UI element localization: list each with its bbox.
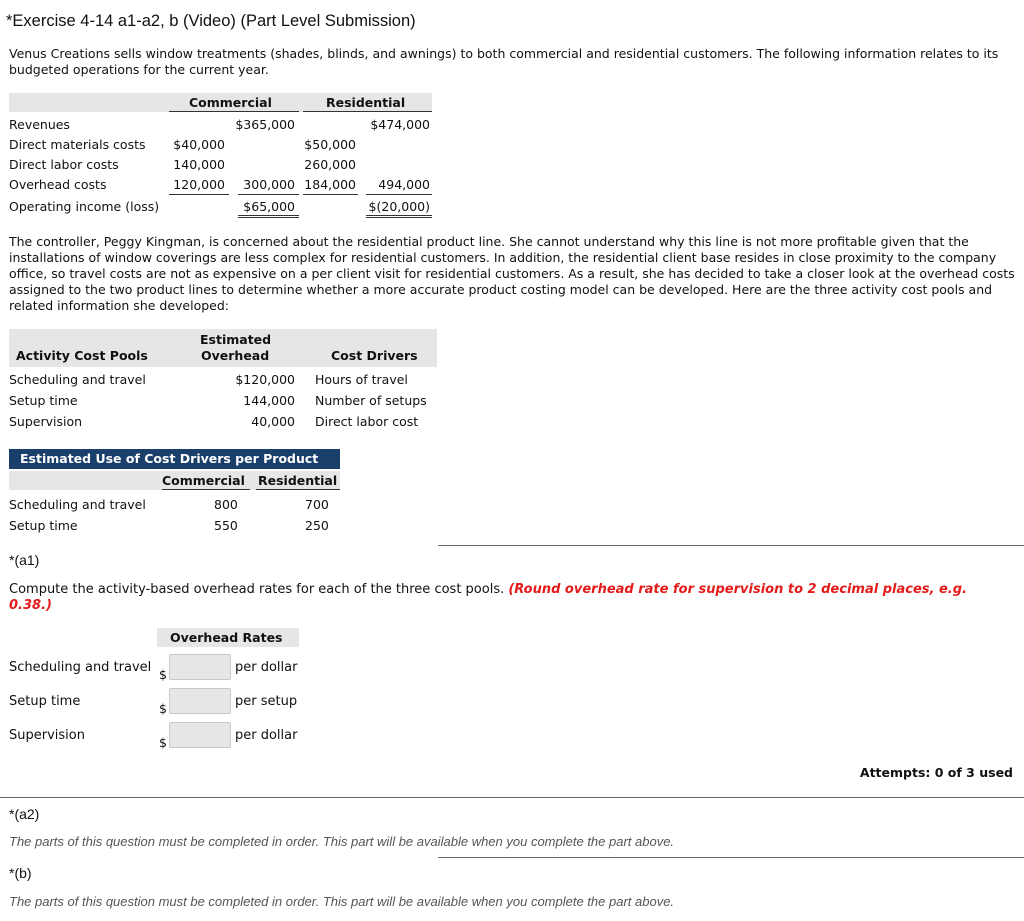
rate-currency-supervision: $ bbox=[159, 735, 167, 750]
usage-row-scheduling: Scheduling and travel bbox=[9, 497, 146, 512]
usage-row-setup: Setup time bbox=[9, 518, 78, 533]
direct-materials-residential: $50,000 bbox=[304, 137, 356, 152]
revenues-residential: $474,000 bbox=[370, 117, 430, 132]
section-divider-b bbox=[438, 857, 1024, 858]
subtotal-line-r-total bbox=[366, 194, 432, 195]
pool-supervision-overhead: 40,000 bbox=[251, 414, 295, 429]
subtotal-line-c-total bbox=[238, 194, 299, 195]
usage-table-title: Estimated Use of Cost Drivers per Product bbox=[9, 449, 340, 469]
usage-scheduling-residential: 700 bbox=[305, 497, 329, 512]
double-line-r-2 bbox=[366, 217, 432, 218]
part-b-message: The parts of this question must be completed in order. This part will be available when you complete the part above. bbox=[9, 894, 675, 909]
part-a2-message: The parts of this question must be completed in order. This part will be available when you complete the part above. bbox=[9, 834, 675, 849]
double-line-r-1 bbox=[366, 215, 432, 216]
double-line-c-1 bbox=[238, 215, 299, 216]
overhead-commercial-detail: 120,000 bbox=[173, 177, 225, 192]
rate-currency-setup: $ bbox=[159, 701, 167, 716]
part-b-label: *(b) bbox=[9, 865, 32, 881]
pool-setup: Setup time bbox=[9, 393, 78, 408]
usage-underline-residential bbox=[256, 489, 340, 490]
rate-label-setup: Setup time bbox=[9, 694, 81, 709]
usage-setup-commercial: 550 bbox=[214, 518, 238, 533]
pools-header-driver: Cost Drivers bbox=[331, 348, 418, 363]
usage-header-residential: Residential bbox=[258, 473, 338, 488]
row-label-direct-labor: Direct labor costs bbox=[9, 157, 119, 172]
operating-income-residential: $(20,000) bbox=[368, 199, 430, 214]
double-line-c-2 bbox=[238, 217, 299, 218]
rate-unit-supervision: per dollar bbox=[235, 728, 298, 743]
pool-setup-driver: Number of setups bbox=[315, 393, 427, 408]
overhead-residential-detail: 184,000 bbox=[304, 177, 356, 192]
direct-labor-commercial: 140,000 bbox=[173, 157, 225, 172]
rate-unit-scheduling: per dollar bbox=[235, 660, 298, 675]
intro-text: Venus Creations sells window treatments (shades, blinds, and awnings) to both commercial and residential customers. The following information relates to its budgeted operations for the current year. bbox=[9, 46, 999, 77]
revenues-commercial: $365,000 bbox=[235, 117, 295, 132]
section-divider-a1 bbox=[438, 545, 1024, 546]
rate-unit-setup: per setup bbox=[235, 694, 298, 709]
row-label-overhead: Overhead costs bbox=[9, 177, 107, 192]
part-a1-instruction-block bbox=[9, 582, 989, 614]
row-label-operating-income: Operating income (loss) bbox=[9, 199, 160, 214]
rate-input-supervision[interactable] bbox=[169, 722, 231, 748]
pool-setup-overhead: 144,000 bbox=[243, 393, 295, 408]
rate-label-scheduling: Scheduling and travel bbox=[9, 660, 152, 675]
part-a1-rounding-note: (Round overhead rate for supervision to 2 decimal places, e.g. 0.38.) bbox=[9, 582, 967, 613]
header-underline-commercial bbox=[169, 111, 299, 112]
pool-scheduling: Scheduling and travel bbox=[9, 372, 146, 387]
rate-input-scheduling[interactable] bbox=[169, 654, 231, 680]
section-divider-a2 bbox=[0, 797, 1024, 798]
usage-underline-commercial bbox=[162, 489, 250, 490]
row-label-revenues: Revenues bbox=[9, 117, 70, 132]
part-a2-label: *(a2) bbox=[9, 806, 40, 822]
direct-labor-residential: 260,000 bbox=[304, 157, 356, 172]
subtotal-line-r-detail bbox=[303, 194, 358, 195]
page-title: *Exercise 4-14 a1-a2, b (Video) (Part Level Submission) bbox=[6, 12, 416, 30]
rate-currency-scheduling: $ bbox=[159, 667, 167, 682]
row-label-direct-materials: Direct materials costs bbox=[9, 137, 146, 152]
pools-header-overhead-2: Overhead bbox=[201, 348, 270, 363]
rates-header: Overhead Rates bbox=[170, 630, 283, 645]
budget-header-residential: Residential bbox=[326, 95, 406, 110]
pools-header-overhead-1: Estimated bbox=[200, 332, 272, 347]
header-underline-residential bbox=[303, 111, 432, 112]
operating-income-commercial: $65,000 bbox=[243, 199, 295, 214]
part-a1-label: *(a1) bbox=[9, 552, 40, 568]
attempts-counter: Attempts: 0 of 3 used bbox=[859, 765, 1013, 780]
part-a1-instruction: Compute the activity-based overhead rates for each of the three cost pools. bbox=[9, 582, 505, 597]
overhead-residential-total: 494,000 bbox=[378, 177, 430, 192]
pool-supervision: Supervision bbox=[9, 414, 83, 429]
direct-materials-commercial: $40,000 bbox=[173, 137, 225, 152]
budget-header-commercial: Commercial bbox=[189, 95, 272, 110]
pool-supervision-driver: Direct labor cost bbox=[315, 414, 419, 429]
subtotal-line-c-detail bbox=[169, 194, 229, 195]
rate-label-supervision: Supervision bbox=[9, 728, 85, 743]
pools-header-pool: Activity Cost Pools bbox=[16, 348, 148, 363]
controller-text: The controller, Peggy Kingman, is concerned about the residential product line. She cannot understand why this line is not more profitable given that the installations of window coverings are less complex for residential customers. In addition, the residential client base resides in close proximity to the company office, so travel costs are not as expensive on a per client visit for residential customers. As a result, she has decided to take a closer look at the overhead costs assigned to the two product lines to determine whether a more accurate product costing model can be developed. Here are the three activity cost pools and related information she developed: bbox=[9, 234, 1015, 313]
overhead-commercial-total: 300,000 bbox=[243, 177, 295, 192]
usage-header-commercial: Commercial bbox=[162, 473, 245, 488]
usage-scheduling-commercial: 800 bbox=[214, 497, 238, 512]
pool-scheduling-driver: Hours of travel bbox=[315, 372, 408, 387]
pool-scheduling-overhead: $120,000 bbox=[235, 372, 295, 387]
usage-setup-residential: 250 bbox=[305, 518, 329, 533]
rate-input-setup[interactable] bbox=[169, 688, 231, 714]
